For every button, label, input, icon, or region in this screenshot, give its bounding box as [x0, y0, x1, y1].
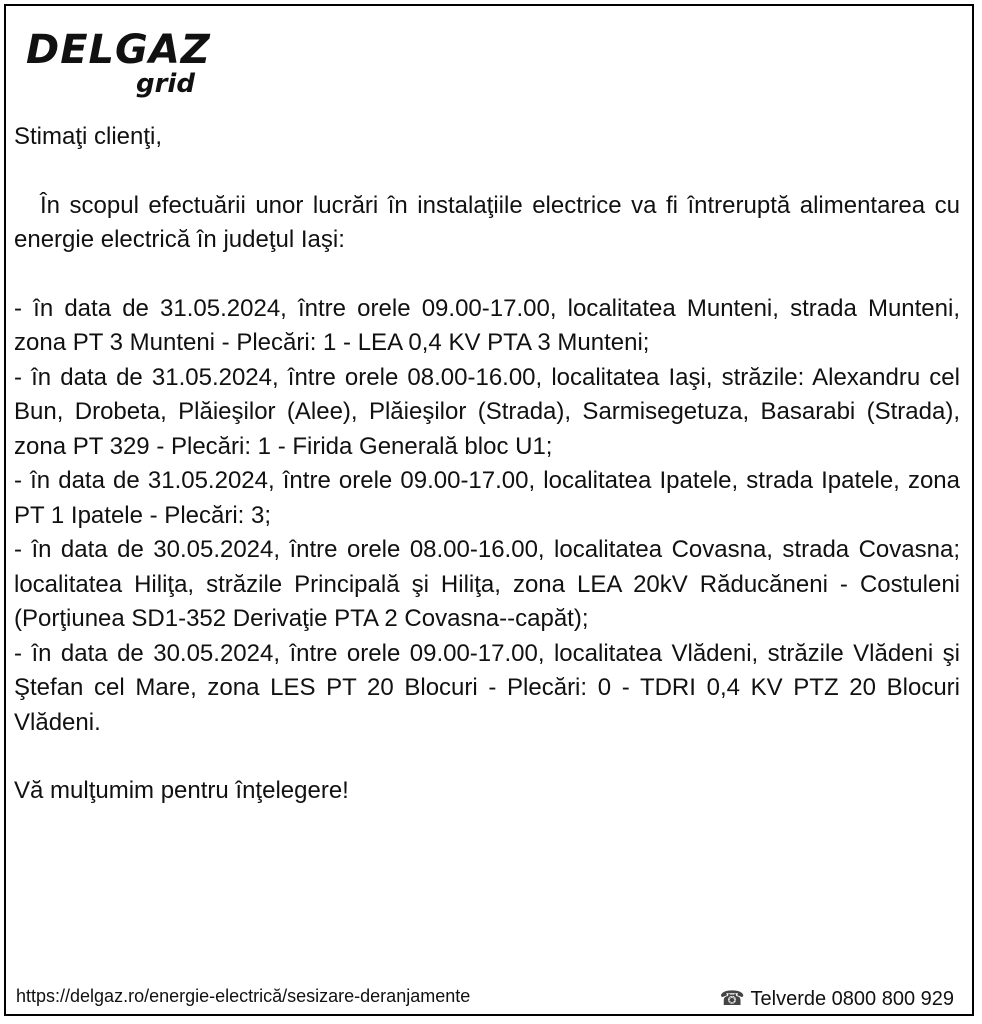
- phone-text: Telverde 0800 800 929: [750, 988, 954, 1010]
- greeting: Stimaţi clienţi,: [14, 123, 163, 150]
- outage-item: - în data de 31.05.2024, între orele 08.00-16.00, localitatea Iaşi, străzile: Alexandru cel Bun, Drobeta, Plăieşilor (Alee), Plăieşilor (Strada), Sarmisegetuza, Basarabi (Strada), zona PT 329 - Plecări: 1 - Firida Generală bloc U1;: [14, 363, 960, 460]
- closing-text: Vă mulţumim pentru înţelegere!: [14, 777, 349, 804]
- footer: [16, 982, 962, 1012]
- delgaz-grid-logo: [26, 27, 216, 102]
- phone-icon: ☎: [719, 988, 745, 1010]
- logo-brand: DELGAZ: [26, 27, 211, 73]
- logo-sub: grid: [136, 69, 195, 99]
- outage-item: - în data de 30.05.2024, între orele 08.00-16.00, localitatea Covasna, strada Covasna; localitatea Hiliţa, străzile Principală şi Hiliţa, zona LEA 20kV Răducăneni - Costuleni (Porţiunea SD1-352 Derivaţie PTA 2 Covasna--capăt);: [14, 536, 960, 632]
- phone-contact: [720, 986, 954, 1011]
- report-url-link[interactable]: https://delgaz.ro/energie-electrică/sesizare-deranjamente: [16, 986, 471, 1006]
- notice-body: [14, 120, 960, 809]
- outage-item: - în data de 30.05.2024, între orele 09.00-17.00, localitatea Vlădeni, străzile Vlădeni şi Ştefan cel Mare, zona LES PT 20 Blocuri - Plecări: 0 - TDRI 0,4 KV PTZ 20 Blocuri Vlădeni.: [14, 639, 960, 736]
- intro-paragraph: În scopul efectuării unor lucrări în instalaţiile electrice va fi întreruptă alimentarea cu energie electrică în judeţul Iaşi:: [14, 191, 960, 253]
- outage-item: - în data de 31.05.2024, între orele 09.00-17.00, localitatea Munteni, strada Munteni, zona PT 3 Munteni - Plecări: 1 - LEA 0,4 KV PTA 3 Munteni;: [14, 294, 960, 356]
- outage-item: - în data de 31.05.2024, între orele 09.00-17.00, localitatea Ipatele, strada Ipatele, zona PT 1 Ipatele - Plecări: 3;: [14, 467, 960, 529]
